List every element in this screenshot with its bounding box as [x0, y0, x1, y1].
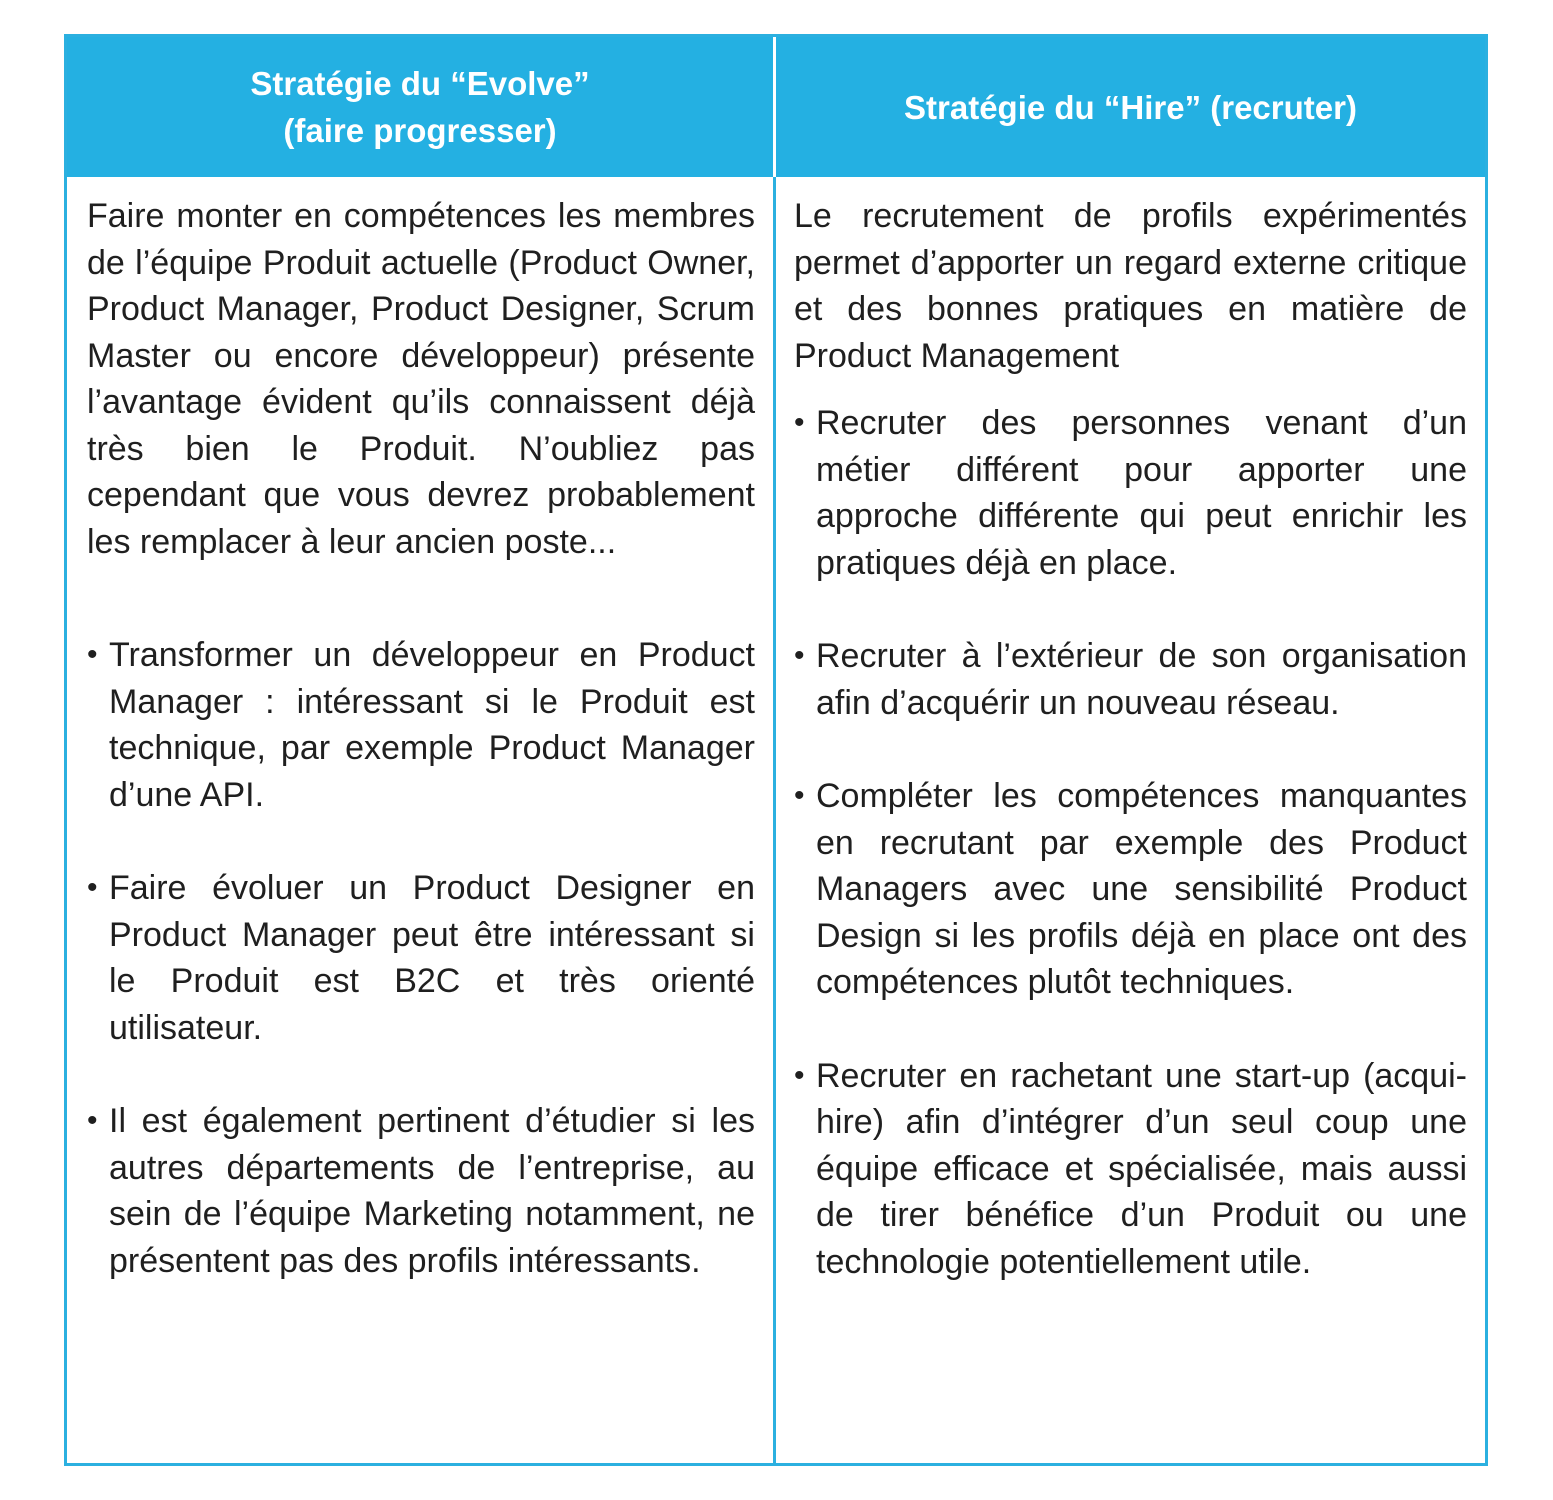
hire-bullet-list — [794, 400, 1467, 1285]
hire-bullet-1: Recruter des personnes venant d’un métier différent pour apporter une approche différente qui peut enrichir les pratiques déjà en place. — [816, 404, 1467, 582]
hire-column — [776, 177, 1485, 1463]
evolve-bullet-list — [87, 632, 755, 1284]
bullet-icon: • — [794, 779, 805, 812]
list-item — [794, 1053, 1467, 1286]
header-hire-title: Stratégie du “Hire” (recruter) — [904, 88, 1357, 126]
list-item — [794, 400, 1467, 586]
evolve-bullet-2: Faire évoluer un Product Designer en Product Manager peut être intéressant si le Produit est B2C et très orienté utilisateur. — [109, 869, 755, 1047]
strategy-comparison-table — [64, 34, 1488, 1466]
header-evolve — [67, 37, 776, 177]
list-item — [794, 773, 1467, 1006]
hire-bullet-3: Compléter les compétences manquantes en recrutant par exemple des Product Managers avec une sensibilité Product Design si les profils déjà en place ont des compétences plutôt techniques. — [816, 777, 1467, 1001]
header-evolve-subtitle: (faire progresser) — [283, 112, 557, 149]
header-evolve-title: Stratégie du “Evolve” — [250, 65, 590, 102]
bullet-icon: • — [87, 1104, 98, 1137]
evolve-bullet-3: Il est également pertinent d’étudier si les autres départements de l’entreprise, au sein de l’équipe Marketing notamment, ne présentent pas des profils intéressants. — [109, 1102, 755, 1280]
list-item — [794, 633, 1467, 726]
list-item — [87, 865, 755, 1051]
evolve-column — [67, 177, 776, 1463]
hire-bullet-4: Recruter en rachetant une start-up (acqui-hire) afin d’intégrer d’un seul coup une équipe efficace et spécialisée, mais aussi de tirer bénéfice d’un Produit ou une technologie potentiellement utile. — [816, 1056, 1467, 1281]
bullet-icon: • — [794, 1058, 805, 1092]
evolve-bullet-1: Transformer un développeur en Product Manager : intéressant si le Produit est technique, par exemple Product Manager d’une API. — [109, 636, 755, 814]
hire-bullet-2: Recruter à l’extérieur de son organisation afin d’acquérir un nouveau réseau. — [816, 637, 1467, 722]
header-hire — [776, 37, 1485, 177]
list-item — [87, 632, 755, 818]
table-body — [67, 177, 1485, 1463]
evolve-intro: Faire monter en compétences les membres de l’équipe Produit actuelle (Product Owner, Product Manager, Product Designer, Scrum Master ou encore développeur) présente l’avantage évident qu’ils connaissent déjà très bien le Produit. N’oubliez pas cependant que vous devrez probablement les remplacer à leur ancien poste... — [87, 197, 755, 561]
bullet-icon: • — [794, 639, 805, 672]
bullet-icon: • — [87, 638, 98, 671]
hire-intro: Le recrutement de profils expérimentés permet d’apporter un regard externe critique et des bonnes pratiques en matière de Product Management — [794, 197, 1467, 375]
bullet-icon: • — [87, 871, 98, 904]
bullet-icon: • — [794, 406, 805, 439]
list-item — [87, 1098, 755, 1284]
table-header — [67, 37, 1485, 177]
